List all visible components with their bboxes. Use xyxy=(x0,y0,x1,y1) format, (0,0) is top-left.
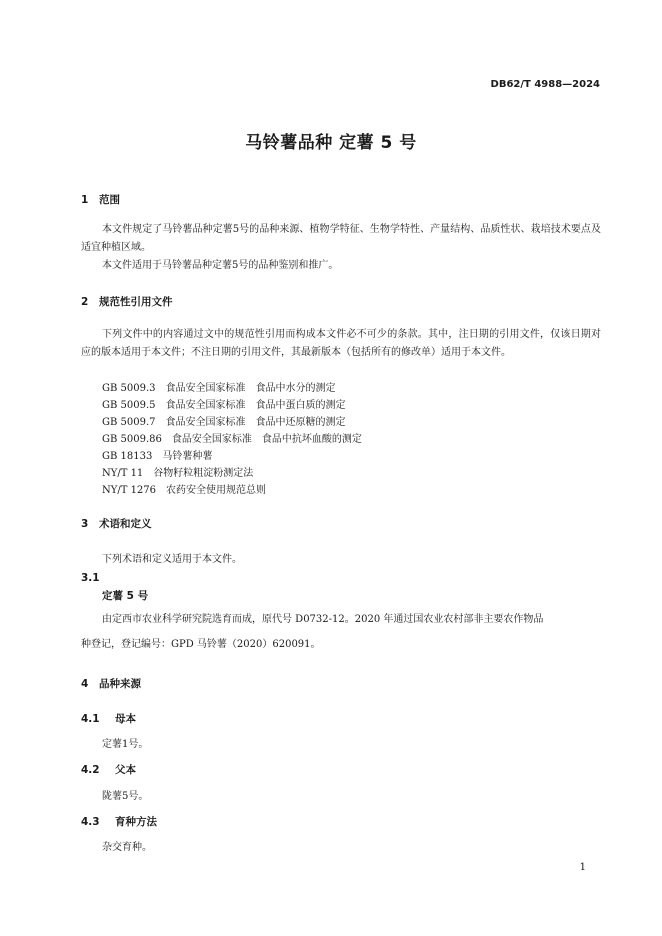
reference-name: 农药安全使用规范总则 xyxy=(166,485,267,496)
reference-name: 谷物籽粒粗淀粉测定法 xyxy=(153,468,254,479)
section-number: 1 xyxy=(81,194,89,206)
section-number: 2 xyxy=(81,296,89,308)
section-number: 4 xyxy=(81,678,89,690)
reference-code: GB 18133 xyxy=(102,451,153,462)
reference-name: 食品安全国家标准 食品中蛋白质的测定 xyxy=(165,400,346,411)
reference-code: GB 5009.86 xyxy=(102,434,162,445)
subsection-heading xyxy=(81,762,136,777)
subsection-title: 育种方法 xyxy=(115,816,157,828)
section-3-intro: 下列术语和定义适用于本文件。 xyxy=(102,554,242,565)
reference-name: 食品安全国家标准 食品中水分的测定 xyxy=(165,383,336,394)
section-4-heading xyxy=(81,676,141,691)
reference-code: GB 5009.5 xyxy=(102,400,156,411)
document-title: 马铃薯品种 定薯 5 号 xyxy=(245,133,417,153)
reference-item xyxy=(102,465,253,482)
subsection-number: 4.1 xyxy=(81,713,100,725)
reference-code: NY/T 1276 xyxy=(102,485,157,496)
reference-name: 食品安全国家标准 食品中抗坏血酸的测定 xyxy=(171,434,362,445)
subsection-number: 4.2 xyxy=(81,764,100,776)
page-number: 1 xyxy=(579,862,586,873)
reference-item xyxy=(102,397,346,414)
section-title: 品种来源 xyxy=(99,678,141,690)
reference-item xyxy=(102,414,346,431)
term-definition-line-2: 种登记，登记编号：GPD 马铃薯（2020）620091。 xyxy=(81,639,321,650)
section-1-paragraph-1: 本文件规定了马铃薯品种定薯5号的品种来源、植物学特征、生物学特性、产量结构、品质性状、栽培技术要点及适宜种植区域。 xyxy=(81,224,601,253)
section-2-intro: 下列文件中的内容通过文中的规范性引用而构成本文件必不可少的条款。其中，注日期的引用文件，仅该日期对应的版本适用于本文件；不注日期的引用文件，其最新版本（包括所有的修改单）适用于本文件。 xyxy=(81,329,601,358)
reference-item xyxy=(102,431,362,448)
subsection-heading xyxy=(81,814,157,829)
reference-name: 马铃薯种薯 xyxy=(162,451,213,462)
term-number: 3.1 xyxy=(81,572,100,584)
section-title: 范围 xyxy=(99,194,120,206)
section-1-heading xyxy=(81,192,120,207)
section-1-paragraph-2: 本文件适用于马铃薯品种定薯5号的品种鉴别和推广。 xyxy=(102,260,339,271)
term-definition-line-1: 由定西市农业科学研究院选育而成，原代号 D0732-12。2020 年通过国农业农村部非主要农作物品 xyxy=(102,614,544,625)
reference-item xyxy=(102,380,336,397)
section-2-heading xyxy=(81,294,173,309)
subsection-text: 定薯1号。 xyxy=(102,739,149,750)
section-title: 规范性引用文件 xyxy=(99,296,173,308)
subsection-title: 母本 xyxy=(115,713,136,725)
section-number: 3 xyxy=(81,518,89,530)
reference-item xyxy=(102,482,266,499)
subsection-text: 杂交育种。 xyxy=(102,842,152,853)
section-title: 术语和定义 xyxy=(99,518,152,530)
reference-name: 食品安全国家标准 食品中还原糖的测定 xyxy=(165,417,346,428)
reference-item xyxy=(102,448,212,465)
subsection-heading xyxy=(81,711,136,726)
reference-code: GB 5009.7 xyxy=(102,417,156,428)
reference-code: NY/T 11 xyxy=(102,468,144,479)
reference-code: GB 5009.3 xyxy=(102,383,156,394)
section-3-heading xyxy=(81,516,152,531)
standard-code: DB62/T 4988—2024 xyxy=(490,79,600,90)
term-name: 定薯 5 号 xyxy=(102,590,149,602)
subsection-title: 父本 xyxy=(115,764,136,776)
subsection-text: 陇薯5号。 xyxy=(102,791,149,802)
subsection-number: 4.3 xyxy=(81,816,100,828)
